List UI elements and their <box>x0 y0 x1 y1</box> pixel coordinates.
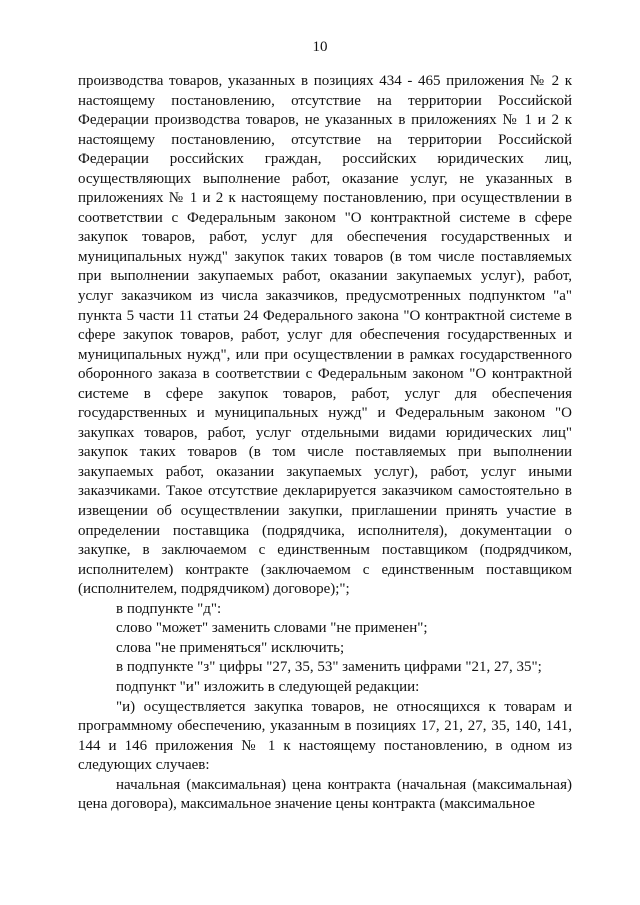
paragraph-new-wording: "и) осуществляется закупка товаров, не относящихся к товарам и программному обеспечению, указанным в позициях 17, 21, 27, 35, 140, 141, 144 и 146 приложения № 1 к настоящему постановлению, в одном из следующих случаев: <box>78 698 572 774</box>
paragraph-subclause-z: в подпункте "з" цифры "27, 35, 53" заменить цифрами "21, 27, 35"; <box>116 659 542 676</box>
paragraph-price-case: начальная (максимальная) цена контракта (начальная (максимальная) цена договора), максимальное значение цены контракта (максимальное <box>78 776 572 813</box>
document-body <box>78 72 572 815</box>
paragraph-subclause-d: в подпункте "д": <box>116 600 222 617</box>
paragraph-subclause-i: подпункт "и" изложить в следующей редакции: <box>116 678 420 695</box>
paragraph-exclude-words: слова "не применяться" исключить; <box>116 639 345 656</box>
paragraph-replace-word: слово "может" заменить словами "не применен"; <box>116 620 428 637</box>
paragraph-intro: производства товаров, указанных в позициях 434 - 465 приложения № 2 к настоящему постановлению, отсутствие на территории Российской Федерации производства товаров, не указанных в приложениях № 1 и 2 к настоящему постановлению, отсутствие на территории Российской Федерации российских граждан, российских юридических лиц, осуществляющих выполнение работ, оказание услуг, не указанных в приложениях № 1 и 2 к настоящему постановлению, при осуществлении в соответствии с Федеральным законом "О контрактной системе в сфере закупок товаров, работ, услуг для обеспечения государственных и муниципальных нужд" закупок таких товаров (в том числе поставляемых при выполнении закупаемых работ, оказании закупаемых услуг), работ, услуг заказчиком из числа заказчиков, предусмотренных подпунктом "а" пункта 5 части 11 статьи 24 Федерального закона "О контрактной системе в сфере закупок товаров, работ, услуг для обеспечения государственных и муниципальных нужд", или при осуществлении в рамках государственного оборонного заказа в соответствии с Федеральным законом "О контрактной системе в сфере закупок товаров, работ, услуг для обеспечения государственных и муниципальных нужд" и Федеральным законом "О закупках товаров, работ, услуг отдельными видами юридических лиц" закупок таких товаров (в том числе поставляемых при выполнении закупаемых работ, оказании закупаемых услуг), работ, услуг иными заказчиками. Такое отсутствие декларируется заказчиком самостоятельно в извещении об осуществлении закупки, приглашении принять участие в определении поставщика (подрядчика, исполнителя), документации о закупке, в заключаемом с единственным поставщиком (подрядчиком, исполнителем) контракте (заключаемом с единственным поставщиком (исполнителем, подрядчиком) договоре);"; <box>78 73 572 598</box>
page-number: 10 <box>312 39 328 55</box>
